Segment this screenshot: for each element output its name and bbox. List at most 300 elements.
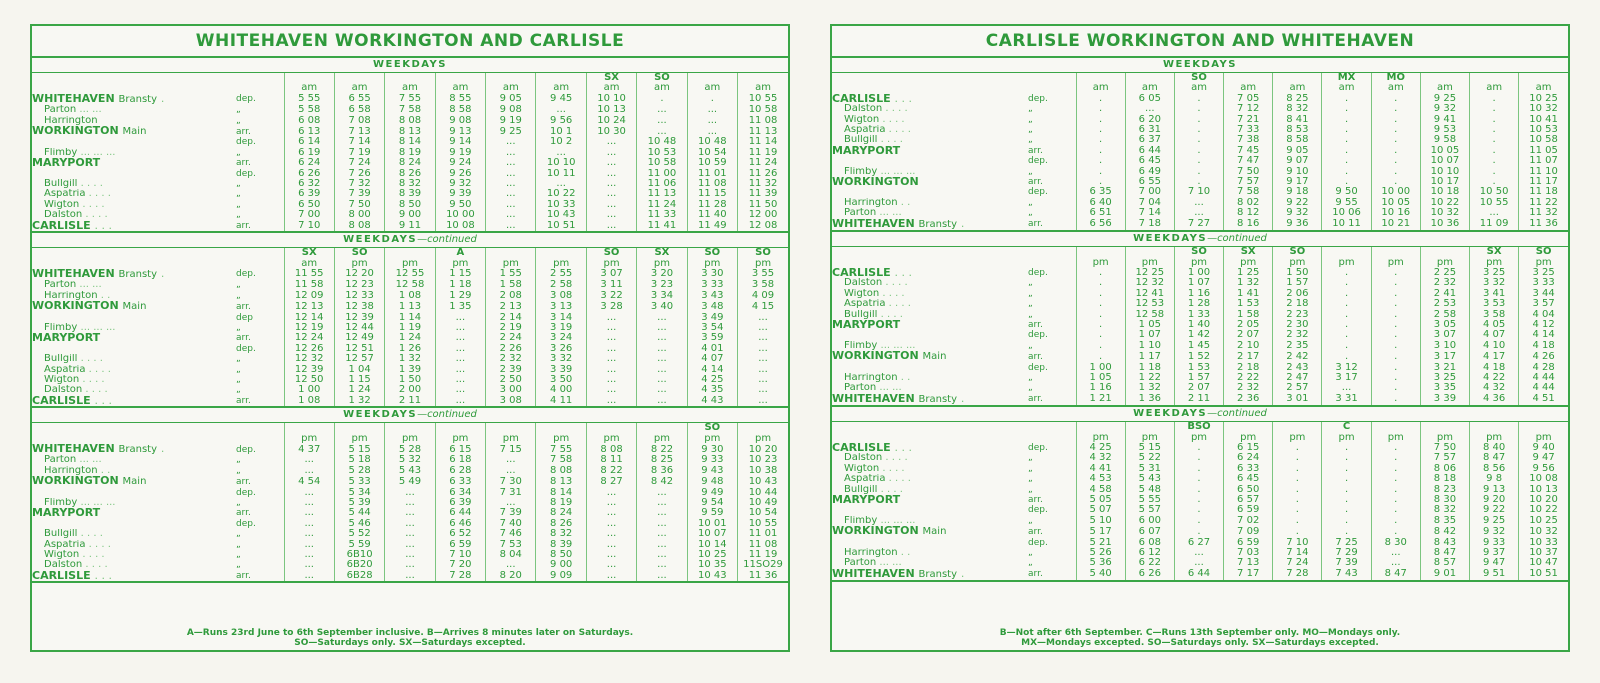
station-cell (32, 291, 236, 301)
train-mark: SO (334, 248, 384, 258)
time-cell: 8 27 (586, 476, 636, 487)
time-cell: 10 50 (1470, 187, 1519, 197)
station-cell (32, 137, 236, 147)
time-cell: ... (486, 560, 536, 570)
ampm-row (32, 83, 788, 93)
station-name: Wigton (844, 288, 880, 299)
arr-dep-label: arr. (1028, 526, 1043, 537)
train-mark: MO (1371, 73, 1420, 83)
time-cell: 7 12 (1224, 104, 1273, 114)
time-cell: ... (284, 498, 334, 508)
time-cell: 9 56 (536, 116, 586, 126)
time-cell: . (1470, 146, 1519, 156)
band-label: WEEKDAYS (373, 59, 447, 70)
time-cell: 9 40 (1519, 443, 1568, 453)
time-cell: . (1174, 156, 1223, 166)
time-cell: 9 08 (486, 105, 536, 115)
time-cell: 6 26 (284, 169, 334, 179)
timetable-row (32, 189, 788, 199)
ampm-label: pm (536, 434, 586, 444)
time-cell: 7 15 (486, 444, 536, 455)
time-cell: 3 49 (687, 313, 737, 323)
time-cell: 10 20 (1519, 495, 1568, 505)
time-cell: 3 55 (738, 269, 788, 280)
time-cell: 9 32 (1470, 526, 1519, 537)
time-cell: . (1076, 146, 1125, 156)
train-mark (284, 73, 334, 83)
leader-dots: . (160, 93, 165, 105)
time-cell: 9 26 (435, 169, 485, 179)
train-mark (738, 423, 788, 433)
time-cell: 9 39 (435, 189, 485, 199)
time-cell: ... (486, 221, 536, 231)
time-cell: ... (536, 179, 586, 189)
time-cell: ... (385, 529, 435, 539)
time-cell: 1 04 (334, 365, 384, 375)
footnote-line: MX—Mondays excepted. SO—Saturdays only. SX—Saturdays excepted. (1021, 638, 1379, 648)
leader-dots: . (960, 393, 965, 405)
time-cell: ... (586, 169, 636, 179)
time-cell: 8 50 (385, 200, 435, 210)
station-cell (32, 488, 236, 498)
time-cell: 1 18 (1125, 363, 1174, 373)
time-cell: 5 39 (334, 498, 384, 508)
time-cell: . (1371, 167, 1420, 177)
train-mark: SO (687, 423, 737, 433)
time-cell: ... (637, 560, 687, 570)
time-cell: . (1322, 474, 1371, 484)
station-name: Aspatria (44, 364, 86, 375)
time-cell: 10 53 (1519, 125, 1568, 135)
time-cell: 10 51 (536, 221, 586, 231)
time-cell: . (1371, 474, 1420, 484)
blank-cell (832, 433, 1028, 443)
time-cell: ... (637, 488, 687, 498)
timetable-row (32, 508, 788, 518)
timetable-row (832, 558, 1568, 568)
timetable-row (832, 363, 1568, 373)
time-cell: 1 40 (1174, 320, 1223, 330)
time-cell: 1 18 (435, 280, 485, 290)
arr-dep-label: arr. (236, 220, 251, 231)
time-cell: 10 32 (1420, 208, 1469, 218)
time-cell: 9 56 (1519, 464, 1568, 474)
time-cell: ... (486, 158, 536, 168)
station-cell (832, 320, 1028, 330)
station-name: MARYPORT (832, 145, 901, 157)
timetable-row (32, 560, 788, 570)
time-cell: ... (637, 116, 687, 126)
station-cell (32, 116, 236, 126)
station-cell (832, 516, 1028, 526)
time-cell: . (1174, 505, 1223, 515)
arr-dep-label: „ (1028, 299, 1033, 310)
arr-dep-label: „ (1028, 383, 1033, 394)
leader-dots: . . . . (888, 474, 911, 485)
station-cell (832, 177, 1028, 187)
arr-dep-label: dep. (1028, 537, 1048, 548)
time-cell: 8 42 (1420, 526, 1469, 537)
time-cell: 10 55 (1470, 198, 1519, 208)
time-cell: 8 19 (385, 148, 435, 158)
time-cell: 4 10 (1470, 341, 1519, 351)
time-cell: ... (637, 571, 687, 581)
time-cell: 10 51 (1519, 569, 1568, 580)
timetable-grid (32, 248, 788, 406)
station-name: Parton (844, 383, 877, 394)
time-cell: . (1174, 125, 1223, 135)
time-cell: 1 29 (435, 291, 485, 301)
time-cell: ... (435, 344, 485, 354)
time-cell: 9 43 (687, 466, 737, 476)
time-cell: 9 8 (1470, 474, 1519, 484)
leader-dots: ... ... (79, 455, 102, 466)
ampm-label: am (1371, 83, 1420, 93)
time-cell: 10 48 (687, 137, 737, 147)
time-cell: 6 40 (1076, 198, 1125, 208)
time-cell: ... (284, 571, 334, 581)
ampm-label: am (1322, 83, 1371, 93)
station-cell (832, 198, 1028, 208)
time-cell: 10 55 (738, 519, 788, 529)
leader-dots: ... ... (879, 558, 902, 569)
blank-cell (832, 258, 1028, 268)
station-name: Wigton (44, 374, 80, 385)
time-cell: ... (435, 323, 485, 333)
time-cell: 2 43 (1273, 363, 1322, 373)
time-cell: ... (637, 375, 687, 385)
timetable-row (832, 485, 1568, 495)
station-cell (32, 313, 236, 323)
train-mark (1519, 73, 1568, 83)
time-cell: 1 32 (1224, 278, 1273, 288)
time-cell: ... (1125, 104, 1174, 114)
time-cell: 7 53 (486, 540, 536, 550)
time-cell: ... (486, 179, 536, 189)
time-cell: 5 34 (334, 488, 384, 498)
time-cell: 2 47 (1273, 373, 1322, 383)
ampm-label: pm (1174, 433, 1223, 443)
time-cell: ... (738, 323, 788, 333)
time-cell: 5 10 (1076, 516, 1125, 526)
leader-dots: . . . (894, 267, 912, 279)
time-cell: 1 53 (1174, 363, 1223, 373)
train-mark: SO (1174, 73, 1223, 83)
arr-dep-label: „ (236, 539, 241, 550)
time-cell: 8 22 (586, 466, 636, 476)
ampm-label: am (1519, 83, 1568, 93)
time-cell: 10 35 (687, 560, 737, 570)
station-cell (32, 148, 236, 158)
arr-dep-label: arr. (1028, 351, 1043, 362)
time-cell: . (687, 94, 737, 105)
time-cell: 5 55 (1125, 495, 1174, 505)
time-cell: 1 08 (284, 396, 334, 406)
time-cell: ... (385, 488, 435, 498)
time-cell: 4 51 (1519, 394, 1568, 405)
ampm-label: am (334, 83, 384, 93)
time-cell: 8 39 (536, 540, 586, 550)
time-cell: 3 00 (486, 385, 536, 395)
time-cell: 5 40 (1076, 569, 1125, 580)
time-cell: 10 54 (738, 508, 788, 518)
station-cell (32, 385, 236, 395)
station-name: WORKINGTON (832, 351, 919, 363)
time-cell: . (1273, 453, 1322, 463)
time-cell: 8 08 (334, 221, 384, 231)
time-cell: 10 53 (637, 148, 687, 158)
time-cell: 11 40 (687, 210, 737, 220)
timetable-row (32, 126, 788, 137)
time-cell: 9 08 (435, 116, 485, 126)
arr-dep-label: arr. (236, 126, 251, 137)
time-cell: 7 55 (385, 94, 435, 105)
time-cell: 4 14 (1519, 330, 1568, 340)
arr-dep-label: arr. (1028, 145, 1043, 156)
station-cell (32, 333, 236, 343)
blank-cell (832, 83, 1028, 93)
leader-dots: . . . . (885, 104, 908, 115)
time-cell: . (1076, 94, 1125, 104)
blank-cell (1028, 433, 1076, 443)
time-cell: . (1076, 289, 1125, 299)
time-cell: 9 36 (1273, 219, 1322, 230)
time-cell: 7 09 (1224, 526, 1273, 537)
time-cell: 8 08 (385, 116, 435, 126)
time-cell: 9 54 (687, 498, 737, 508)
time-cell: . (1076, 299, 1125, 309)
time-cell: ... (637, 365, 687, 375)
arr-dep-label: „ (1028, 372, 1033, 383)
leader-dots: . . . . (82, 199, 105, 210)
arr-dep-label: „ (236, 290, 241, 301)
time-cell: 6 26 (1125, 569, 1174, 580)
train-marks-row (32, 73, 788, 83)
time-cell: 9 19 (435, 148, 485, 158)
time-cell: 4 14 (687, 365, 737, 375)
time-cell: ... (284, 519, 334, 529)
ampm-label: am (1224, 83, 1273, 93)
time-cell: 2 24 (486, 333, 536, 343)
time-cell: 8 39 (385, 189, 435, 199)
time-cell: ... (486, 455, 536, 465)
ampm-label: am (1470, 83, 1519, 93)
time-cell: 8 20 (486, 571, 536, 581)
time-cell: 3 08 (536, 291, 586, 301)
timetable-section (32, 233, 788, 408)
time-cell: . (1322, 330, 1371, 340)
time-cell: 10 59 (687, 158, 737, 168)
time-cell: . (1371, 125, 1420, 135)
ampm-label: pm (1519, 258, 1568, 268)
leader-dots: ... ... ... (80, 147, 116, 158)
station-name: Flimby (844, 166, 878, 177)
time-cell: 10 24 (586, 116, 636, 126)
time-cell: 2 23 (1273, 310, 1322, 320)
time-cell: 1 57 (1174, 373, 1223, 383)
time-cell: 8 40 (1470, 443, 1519, 453)
weekdays-band (32, 58, 788, 73)
time-cell: 5 43 (1125, 474, 1174, 484)
time-cell: 1 58 (486, 280, 536, 290)
time-cell: 8 08 (536, 466, 586, 476)
time-cell: 2 08 (486, 291, 536, 301)
time-cell: ... (385, 571, 435, 581)
time-cell: 7 17 (1224, 569, 1273, 580)
time-cell: . (1371, 104, 1420, 114)
time-cell: 1 52 (1174, 351, 1223, 362)
time-cell: . (1273, 474, 1322, 484)
time-cell: 6 52 (435, 529, 485, 539)
time-cell: 11 36 (738, 571, 788, 581)
timetable-grid (32, 73, 788, 231)
time-cell: . (1322, 146, 1371, 156)
time-cell: 9 25 (1470, 516, 1519, 526)
time-cell: 12 38 (334, 301, 384, 312)
arr-dep-label: „ (1028, 278, 1033, 289)
time-cell: 9 24 (435, 158, 485, 168)
time-cell: . (1273, 505, 1322, 515)
station-cell (32, 179, 236, 189)
station-cell (832, 289, 1028, 299)
station-suffix: Main (922, 351, 947, 363)
time-cell: 11 24 (637, 200, 687, 210)
arr-dep-label: „ (1028, 340, 1033, 351)
footnote-line: SO—Saturdays only. SX—Saturdays excepted. (294, 638, 526, 648)
time-cell: 2 26 (486, 344, 536, 354)
time-cell: 8 58 (1273, 135, 1322, 145)
time-cell: . (1076, 320, 1125, 330)
timetable-row (832, 187, 1568, 197)
station-name: Aspatria (44, 189, 86, 200)
time-cell: 8 18 (1420, 474, 1469, 484)
leader-dots: . (960, 568, 965, 580)
time-cell: 4 32 (1076, 453, 1125, 463)
ampm-label: pm (1273, 258, 1322, 268)
train-mark (435, 73, 485, 83)
time-cell: . (1174, 443, 1223, 453)
time-cell: ... (284, 488, 334, 498)
time-cell: 5 18 (334, 455, 384, 465)
leader-dots: . . . . (82, 374, 105, 385)
time-cell: . (1322, 320, 1371, 330)
time-cell: . (1076, 135, 1125, 145)
time-cell: 9 10 (1273, 167, 1322, 177)
station-name: WHITEHAVEN (32, 93, 115, 105)
time-cell: . (1322, 299, 1371, 309)
band-label: WEEKDAYS (1133, 233, 1208, 245)
train-mark: SO (1519, 247, 1568, 257)
time-cell: 11 01 (687, 169, 737, 179)
time-cell: 11 10 (1519, 167, 1568, 177)
time-cell: . (1076, 125, 1125, 135)
time-cell: 7 38 (1224, 135, 1273, 145)
timetable-section (32, 58, 788, 233)
time-cell: 7 39 (334, 189, 384, 199)
timetable-row (32, 323, 788, 333)
train-mark (1273, 422, 1322, 432)
station-cell (832, 104, 1028, 114)
time-cell: 2 42 (1273, 351, 1322, 362)
time-cell: 8 43 (1420, 538, 1469, 548)
train-mark (1125, 422, 1174, 432)
timetable-row (32, 476, 788, 487)
time-cell: 4 25 (687, 375, 737, 385)
time-cell: ... (586, 571, 636, 581)
time-cell: ... (1174, 548, 1223, 558)
time-cell: 6 39 (435, 498, 485, 508)
station-suffix: Bransty (118, 93, 157, 105)
time-cell: 10 21 (1371, 219, 1420, 230)
time-cell: 4 44 (1519, 373, 1568, 383)
train-mark (1273, 73, 1322, 83)
time-cell: . (1322, 505, 1371, 515)
time-cell: . (1371, 505, 1420, 515)
train-marks-row (32, 248, 788, 258)
station-name: Aspatria (44, 539, 86, 550)
ampm-label: am (284, 259, 334, 269)
time-cell: 10 22 (1519, 505, 1568, 515)
time-cell: . (1371, 373, 1420, 383)
train-mark: SO (637, 73, 687, 83)
time-cell: 8 14 (385, 137, 435, 147)
timetable-row (32, 148, 788, 158)
timetable-row (832, 495, 1568, 505)
timetable-section (832, 58, 1568, 232)
station-name: Dalston (44, 210, 83, 221)
station-cell (32, 210, 236, 220)
time-cell: . (1371, 146, 1420, 156)
timetable-row (32, 354, 788, 364)
time-cell: 10 23 (738, 455, 788, 465)
time-cell: 9 22 (1470, 505, 1519, 515)
train-mark (1076, 247, 1125, 257)
time-cell: 5 59 (334, 540, 384, 550)
timetable-row (832, 167, 1568, 177)
arr-dep-label: „ (1028, 453, 1033, 464)
timetable-row (32, 280, 788, 290)
station-cell (832, 310, 1028, 320)
time-cell: ... (738, 333, 788, 343)
time-cell: 6 49 (1125, 167, 1174, 177)
station-name: Flimby (844, 340, 878, 351)
time-cell: 11 36 (1519, 219, 1568, 230)
time-cell: ... (586, 344, 636, 354)
time-cell: ... (385, 519, 435, 529)
ampm-label: pm (738, 259, 788, 269)
time-cell: 4 44 (1519, 383, 1568, 393)
time-cell: . (1322, 310, 1371, 320)
leader-dots: . . . . (85, 385, 108, 396)
timetable-row (832, 219, 1568, 230)
timetable-row (832, 548, 1568, 558)
time-cell: 3 35 (1420, 383, 1469, 393)
time-cell: . (1371, 341, 1420, 351)
leader-dots: . . . . (888, 299, 911, 310)
time-cell: 12 20 (334, 269, 384, 280)
time-cell: 8 00 (334, 210, 384, 220)
station-name: Bullgill (844, 309, 878, 320)
train-mark (536, 248, 586, 258)
time-cell: 1 42 (1174, 330, 1223, 340)
ampm-label: pm (334, 434, 384, 444)
station-name: Parton (844, 208, 877, 219)
time-cell: 11 15 (687, 189, 737, 199)
arr-dep-label: dep. (236, 94, 256, 105)
time-cell: ... (637, 550, 687, 560)
arr-dep-label: „ (1028, 114, 1033, 125)
time-cell: ... (637, 105, 687, 115)
